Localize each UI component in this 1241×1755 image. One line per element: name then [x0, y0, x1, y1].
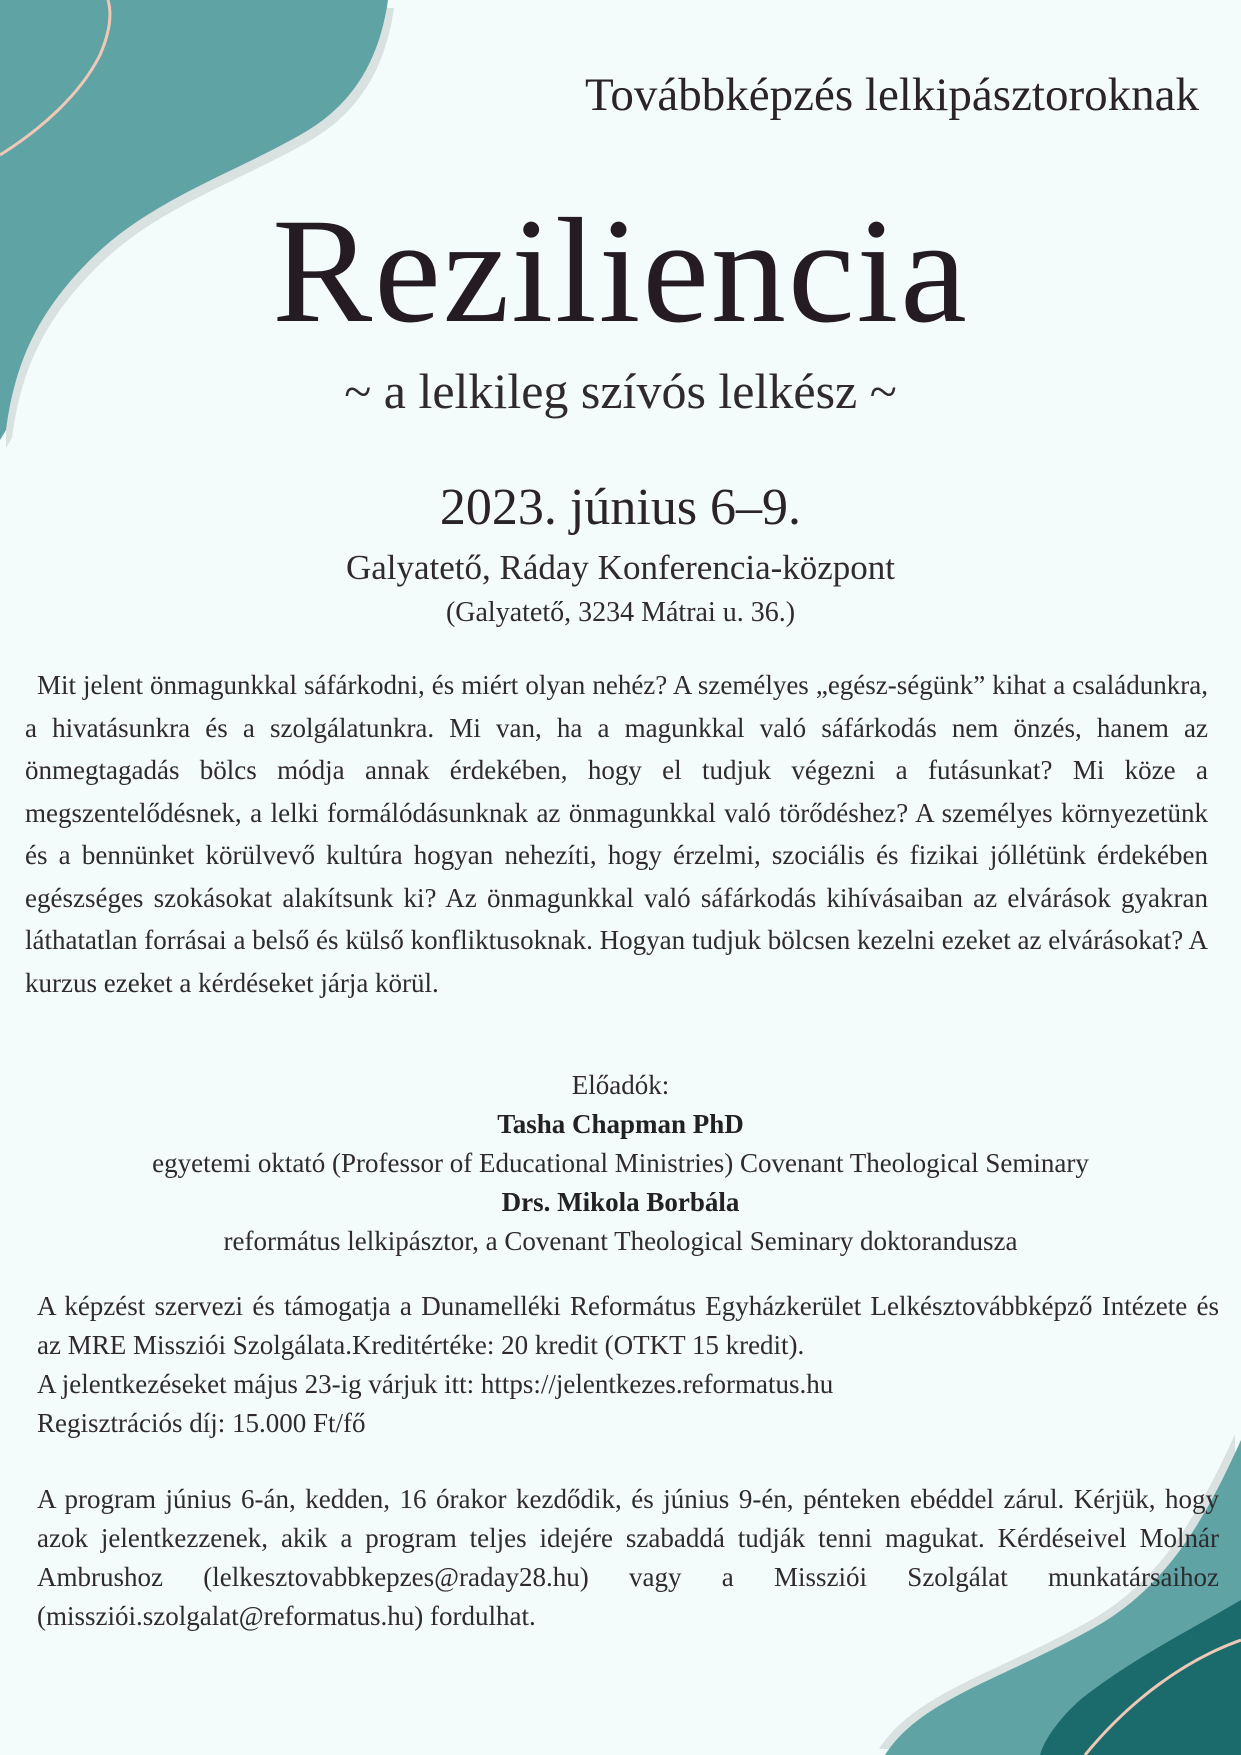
speakers-heading: Előadók:	[571, 1070, 670, 1100]
event-date: 2023. június 6–9.	[439, 479, 802, 536]
speaker-role: egyetemi oktató (Professor of Educational Ministries) Covenant Theological Seminary	[152, 1148, 1089, 1178]
course-description: Mit jelent önmagunkkal sáfárkodni, és miért olyan nehéz? A személyes „egész-ségünk” kihat a családunkra, a hivatásunkra és a szolgálatunkra. Mi van, ha a magunkkal való sáfárkodás nem önzés, hanem az önmegtagadás bölcs módja annak érdekében, hogy el tudjuk végezni a futásunkat? Mi köze a megszentelődésnek, a lelki formálódásunknak az önmagunkkal való törődéshez? A személyes környezetünk és a bennünket körülvevő kultúra hogyan nehezíti, hogy érzelmi, szociális és fizikai jóllétünk érdekében egészséges szokásokat alakítsunk ki? Az önmagunkkal való sáfárkodás kihívásaiban az elvárások gyakran láthatatlan forrásai a belső és külső konfliktusoknak. Hogyan tudjuk bölcsen kezelni ezeket az elvárásokat? A kurzus ezeket a kérdéseket járja körül.	[25, 670, 1208, 998]
tagline: ~ a lelkileg szívós lelkész ~	[344, 363, 897, 419]
speaker-name: Tasha Chapman PhD	[497, 1109, 744, 1139]
course-type-heading: Továbbképzés lelkipásztoroknak	[584, 69, 1199, 121]
program-text: A program június 6-án, kedden, 16 órakor kezdődik, és június 9-én, pénteken ebéddel zárul. Kérjük, hogy azok jelentkezzenek, akik a program teljes idejére szabaddá tudják tenni magukat. Kérdéseivel Molnár Ambrushoz (lelkesztovabbkepzes@raday28.hu) vagy a Missziói Szolgálat munkatársaihoz (missziói.szolgalat@reformatus.hu) fordulhat.	[37, 1484, 1219, 1631]
registration-text: A jelentkezéseket május 23-ig várjuk itt: https://jelentkezes.reformatus.hu	[37, 1369, 834, 1399]
fee-text: Regisztrációs díj: 15.000 Ft/fő	[37, 1408, 366, 1438]
page-title: Reziliencia	[272, 188, 969, 354]
info-section	[37, 1287, 1219, 1443]
speaker-role: református lelkipásztor, a Covenant Theological Seminary doktorandusza	[223, 1226, 1018, 1256]
event-address: (Galyatető, 3234 Mátrai u. 36.)	[445, 597, 796, 628]
organizers-text: A képzést szervezi és támogatja a Dunamelléki Református Egyházkerület Lelkésztovábbképző Intézete és az MRE Missziói Szolgálata.Kreditértéke: 20 kredit (OTKT 15 kredit).	[37, 1291, 1219, 1360]
speakers-section	[0, 1066, 1241, 1261]
event-venue: Galyatető, Ráday Konferencia-központ	[345, 548, 896, 587]
speaker-name: Drs. Mikola Borbála	[501, 1187, 740, 1217]
